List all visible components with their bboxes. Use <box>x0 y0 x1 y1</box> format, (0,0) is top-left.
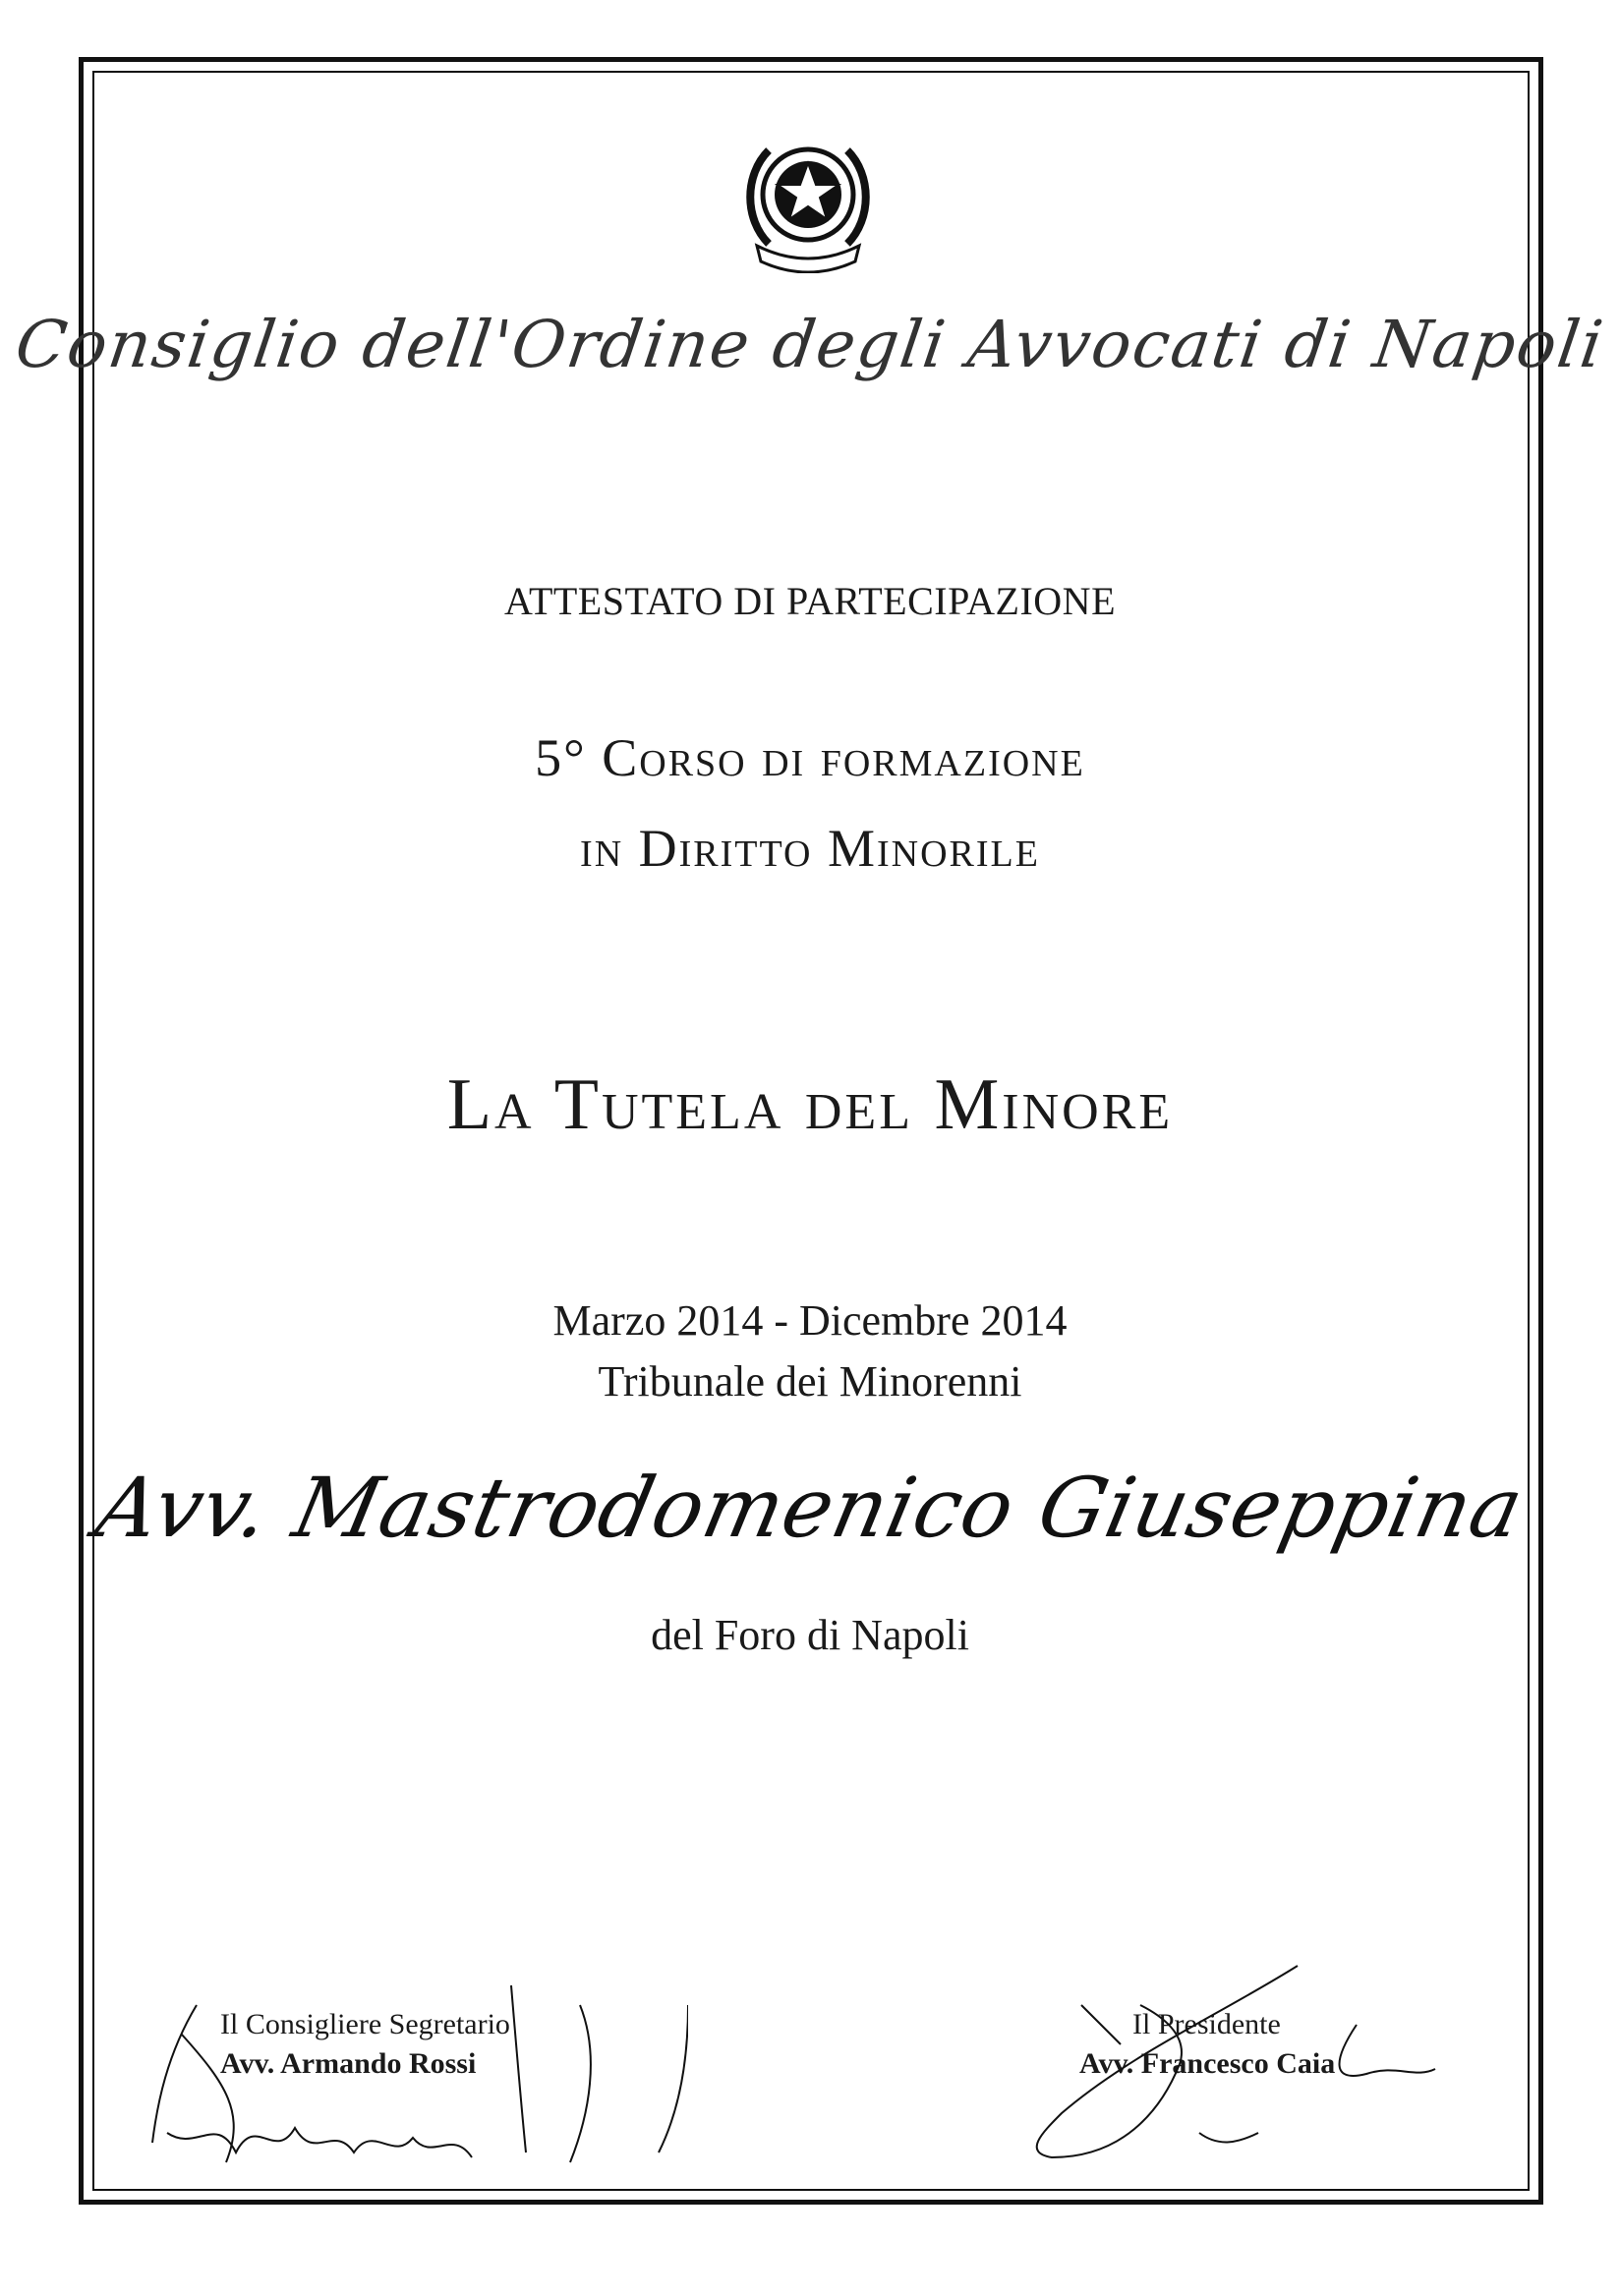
secretary-signature <box>138 1966 688 2182</box>
course-dates: Marzo 2014 - Dicembre 2014 <box>552 1296 1068 1345</box>
president-signature <box>983 1946 1455 2162</box>
signatory-role: Il Presidente <box>1132 2008 1281 2040</box>
course-line-2: in Diritto Minorile <box>580 819 1040 878</box>
signatory-name: Avv. Armando Rossi <box>220 2047 477 2080</box>
recipient-name: Avv. Mastrodomenico Giuseppina <box>87 1460 1533 1556</box>
certificate-type: ATTESTATO DI PARTECIPAZIONE <box>503 579 1116 623</box>
certificate-title: La Tutela del Minore <box>446 1064 1174 1145</box>
course-line-1: 5° Corso di formazione <box>535 728 1085 787</box>
course-venue: Tribunale dei Minorenni <box>598 1357 1022 1406</box>
italian-republic-emblem-icon <box>739 126 877 273</box>
signatory-name: Avv. Francesco Caia <box>1079 2047 1336 2080</box>
signatory-role: Il Consigliere Segretario <box>220 2008 510 2040</box>
institution-name: Consiglio dell'Ordine degli Avvocati di Napoli <box>11 307 1609 382</box>
recipient-bar: del Foro di Napoli <box>651 1611 969 1659</box>
